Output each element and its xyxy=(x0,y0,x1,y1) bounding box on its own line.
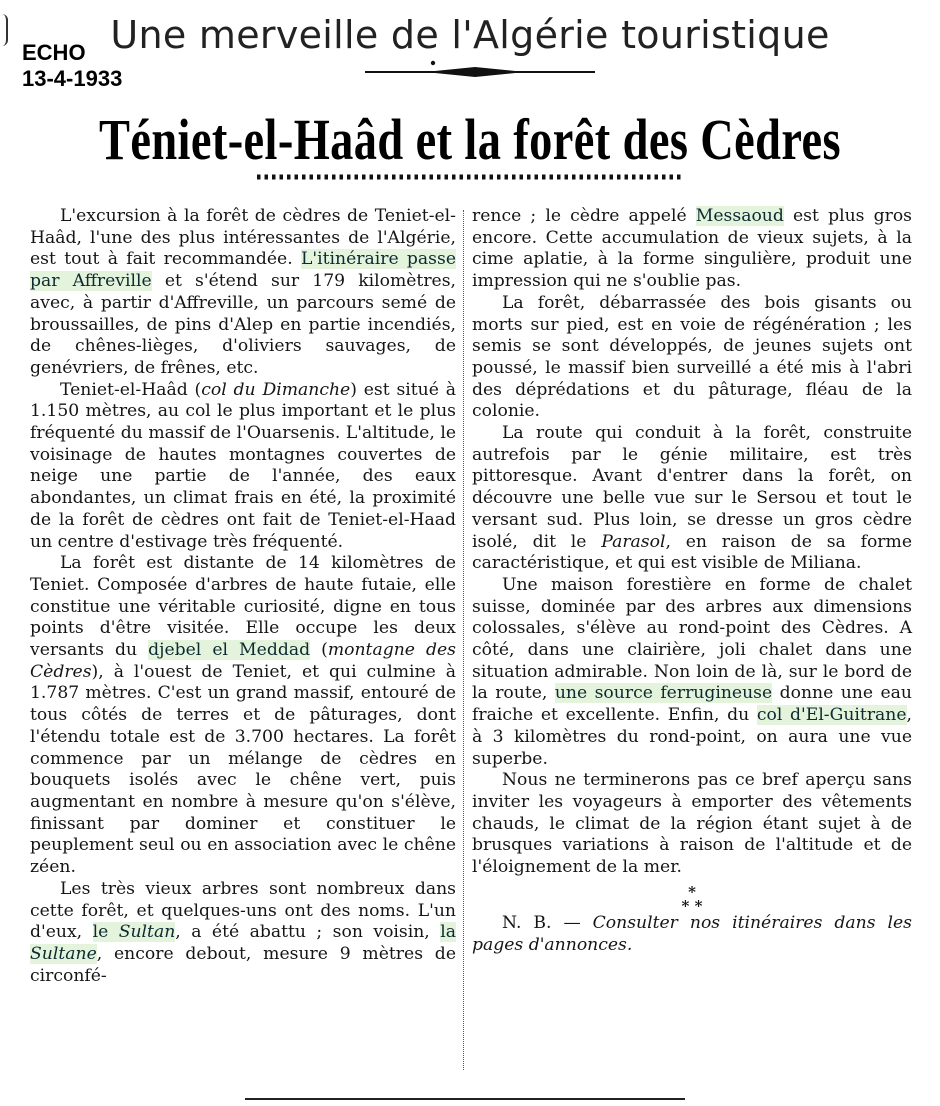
paragraph: Nous ne terminerons pas ce bref aperçu sans inviter les voyageurs à emporter des vêtements chauds, le climat de la région étant sujet à de brusques variations à raison de l'altitude et de l'éloignement de la mer. xyxy=(472,770,912,878)
highlight: L'itinéraire passe par Affreville xyxy=(30,249,456,292)
highlight: col d'El-Guitrane xyxy=(756,705,907,726)
paragraph: L'excursion à la forêt de cèdres de Teniet-el-Haâd, l'une des plus intéressantes de l'Algérie, est tout à fait recommandée. L'itinéraire passe par Affreville et s'étend sur 179 kilomètres, avec, à partir d'Affreville, un parcours semé de broussailles, de pins d'Alep en partie incendiés, de chênes-lièges, d'oliviers sauvages, de genévriers, de frênes, etc. xyxy=(30,206,456,378)
highlight: une source ferrugineuse xyxy=(554,683,773,704)
paragraph: Les très vieux arbres sont nombreux dans cette forêt, et quelques-uns ont des noms. L'un d'eux, le Sultan, a été abattu ; son voisin, la Sultane, encore debout, mesure 9 mètres de circonfé- xyxy=(30,878,456,986)
highlight: djebel el Meddad xyxy=(148,640,311,661)
paragraph: La forêt est distante de 14 kilomètres de Teniet. Composée d'arbres de haute futaie, elle constitue une véritable curiosité, digne en tous points d'être visitée. Elle occupe les deux versants du djebel el Meddad (montagne des Cèdres), à l'ouest de Teniet, et qui culmine à 1.787 mètres. C'est un grand massif, entouré de tous côtés de terres et de pâturages, dont l'étendu totale est de 3.700 hectares. La forêt commence par un mélange de cèdres en bouquets isolés avec le chêne vert, puis augmentant en nombre à mesure qu'on s'élève, finissant par dominer et constituer le peuplement seul ou en association avec le chêne zéen. xyxy=(30,553,456,878)
bottom-rule xyxy=(245,1098,685,1100)
article-column-right xyxy=(472,206,912,956)
highlight: le Sultan xyxy=(92,922,176,943)
paragraph: La route qui conduit à la forêt, construite autrefois par le génie militaire, est très pittoresque. Avant d'entrer dans la forêt, on découvre une belle vue sur le Sersou et tout le versant sud. Plus loin, se dresse un gros cèdre isolé, dit le Parasol, en raison de sa forme caractéristique, et qui est visible de Miliana. xyxy=(472,423,912,574)
kicker-title: Une merveille de l'Algérie touristique xyxy=(110,13,830,57)
paragraph: rence ; le cèdre appelé Messaoud est plus gros encore. Cette accumulation de vieux sujets, à la cime aplatie, à la forme singulière, produit une impression qui ne s'oublie pas. xyxy=(472,206,912,292)
article-column-left xyxy=(30,206,456,987)
nota-bene: N. B. — Consulter nos itinéraires dans les pages d'annonces. xyxy=(472,912,912,955)
ornament-divider xyxy=(365,58,595,88)
paragraph: La forêt, débarrassée des bois gisants ou morts sur pied, est en voie de régénération ; les semis se sont développés, de jeunes sujets ont poussé, le massif bien surveillé a été mis à l'abri des déprédations et du pâturage, fléau de la colonie. xyxy=(472,292,912,422)
highlight: la Sultane xyxy=(30,922,456,964)
column-divider xyxy=(463,210,464,1070)
paragraph: Une maison forestière en forme de chalet suisse, dominée par des arbres aux dimensions colossales, s'élève au rond-point des Cèdres. A côté, dans une clairière, joli chalet dans une situation admirable. Non loin de là, sur le bord de la route, une source ferrugineuse donne une eau fraiche et excellente. Enfin, du col d'El-Guitrane, à 3 kilomètres du rond-point, on aura une vue superbe. xyxy=(472,574,912,769)
paragraph: Teniet-el-Haâd (col du Dimanche) est situé à 1.150 mètres, au col le plus important et le plus fréquenté du massif de l'Ouarsenis. L'altitude, le voisinage de hautes montagnes couvertes de neige une partie de l'année, des eaux abondantes, un climat frais en été, la proximité de la forêt de cèdres ont fait de Teniet-el-Haad un centre d'estivage très fréquenté. xyxy=(30,379,456,552)
dotted-divider xyxy=(255,172,685,182)
source-date: 13-4-1933 xyxy=(22,66,123,91)
source-name: ECHO xyxy=(22,40,86,65)
asterism: * * * xyxy=(681,882,703,915)
highlight: Messaoud xyxy=(695,206,784,226)
headline: Téniet-el-Haâd et la forêt des Cèdres xyxy=(99,107,841,172)
